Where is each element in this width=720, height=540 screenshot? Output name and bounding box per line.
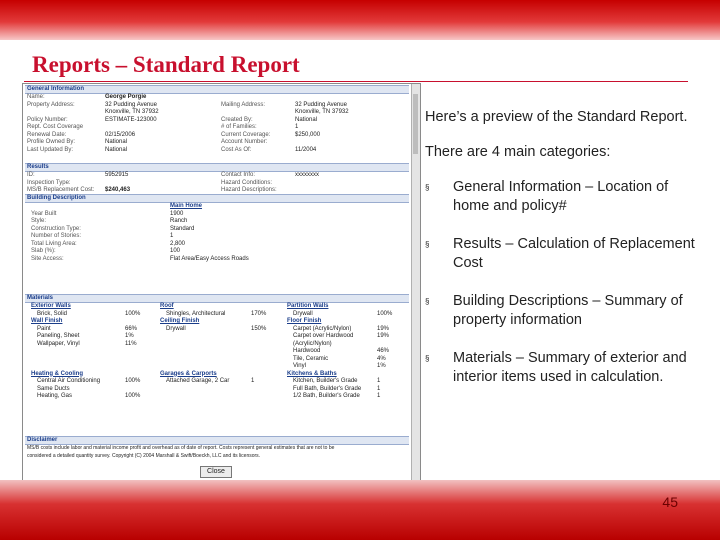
floor-finish-header: Floor Finish (287, 318, 322, 324)
hazard-conditions-label: Hazard Conditions: (221, 179, 273, 186)
name-label: Name: (27, 94, 45, 100)
close-button[interactable]: Close (200, 466, 232, 478)
inspection-type-label: Inspection Type: (27, 179, 71, 186)
material-item: Shingles, Architectural (166, 310, 226, 317)
property-address-line2: Knoxville, TN 37932 (105, 109, 159, 115)
bullet-icon: § (425, 240, 430, 249)
material-pct: 100% (377, 310, 393, 317)
building-row-label: Construction Type: (31, 225, 81, 232)
standard-report-window (22, 83, 421, 481)
material-pct: 19% (377, 325, 390, 332)
section-header-materials: Materials (25, 294, 409, 303)
name-value: George Porgie (105, 94, 147, 100)
material-item: Tile, Ceramic (293, 355, 329, 362)
section-header-building: Building Description (25, 194, 409, 203)
id-label: ID: (27, 172, 35, 178)
last-updated-by-label: Last Updated By: (27, 146, 74, 153)
material-item: Carpet over Hardwood (293, 333, 354, 339)
garages-carports-header: Garages & Carports (160, 370, 217, 377)
category-text: Materials – Summary of exterior and interior items used in calculation. (453, 350, 687, 385)
category-list (425, 178, 695, 387)
building-row-value: 1900 (170, 210, 184, 217)
material-pct: 4% (377, 355, 386, 362)
building-row-label: Number of Stories: (31, 233, 82, 239)
property-address-label: Property Address: (27, 101, 75, 108)
preview-text: Here’s a preview of the Standard Report. (425, 109, 688, 125)
ceiling-finish-header: Ceiling Finish (160, 318, 200, 324)
material-pct: 100% (125, 310, 141, 317)
id-value: 5952915 (105, 172, 129, 178)
material-pct: 170% (251, 310, 267, 317)
replacement-cost-value: $240,463 (105, 187, 131, 193)
material-pct: 1 (251, 378, 255, 384)
property-address-line1: 32 Pudding Avenue (105, 101, 157, 108)
profile-owned-by-label: Profile Owned By: (27, 139, 76, 145)
account-number-label: Account Number: (221, 139, 268, 145)
material-item: Carpet (Acrylic/Nylon) (293, 325, 352, 332)
material-pct: 1% (125, 333, 134, 339)
material-item: Heating, Gas (37, 393, 73, 399)
current-coverage-label: Current Coverage: (221, 131, 271, 138)
building-description-section (25, 194, 409, 263)
replacement-cost-label: MS/B Replacement Cost: (27, 187, 95, 193)
mailing-address-line1: 32 Pudding Avenue (295, 101, 347, 108)
material-pct: 150% (251, 325, 267, 332)
material-item: Central Air Conditioning (37, 378, 101, 384)
material-item: (Acrylic/Nylon) (293, 340, 332, 347)
material-item: Paint (37, 325, 51, 332)
slide-body (425, 108, 695, 406)
material-pct: 1 (377, 393, 381, 399)
material-pct: 1 (377, 385, 381, 392)
slide-title: Reports – Standard Report (32, 52, 300, 77)
profile-owned-by-value: National (105, 139, 128, 145)
kitchens-baths-header: Kitchens & Baths (287, 370, 337, 377)
title-divider (24, 81, 688, 82)
building-row-label: Site Access: (31, 255, 64, 262)
material-pct: 66% (125, 325, 138, 332)
mailing-address-line2: Knoxville, TN 37932 (295, 109, 349, 115)
category-bullet (425, 178, 695, 216)
material-pct: 46% (377, 348, 390, 354)
building-row-label: Total Living Area: (31, 240, 77, 247)
hazard-descriptions-label: Hazard Descriptions: (221, 187, 277, 193)
building-row-value: Standard (170, 225, 195, 232)
general-information-section (25, 85, 409, 154)
building-row-label: Slab (%): (31, 248, 56, 254)
exterior-walls-header: Exterior Walls (31, 303, 71, 309)
material-pct: 19% (377, 333, 390, 339)
material-item: Drywall (166, 325, 186, 332)
page-number: 45 (662, 494, 678, 510)
material-item: Attached Garage, 2 Car (166, 378, 230, 384)
material-item: Full Bath, Builder's Grade (293, 385, 362, 392)
renewal-date-label: Renewal Date: (27, 131, 67, 138)
created-by-label: Created By: (221, 116, 253, 123)
material-pct: 100% (125, 378, 141, 384)
disclaimer-line: MS/B costs include labor and material income profit and overhead as of date of report. Costs represent general estimates that are not to be (27, 445, 335, 451)
building-row-value: Ranch (170, 218, 188, 224)
partition-walls-header: Partition Walls (287, 303, 329, 309)
categories-intro: There are 4 main categories: (425, 144, 611, 160)
material-item: Brick, Solid (37, 310, 68, 317)
bottom-banner (0, 480, 720, 540)
material-item: Vinyl (293, 363, 306, 369)
building-row-label: Style: (31, 218, 47, 224)
category-text: Building Descriptions – Summary of property information (453, 293, 683, 328)
report-scrollbar[interactable] (411, 84, 420, 480)
section-header-disclaimer: Disclaimer (25, 436, 409, 445)
contact-info-value: xxxxxxxx (295, 172, 319, 178)
material-item: Same Ducts (37, 385, 70, 392)
material-item: Drywall (293, 310, 313, 317)
category-bullet (425, 349, 695, 387)
materials-section (25, 294, 409, 401)
top-banner (0, 0, 720, 40)
last-updated-by-value: National (105, 146, 128, 153)
policy-number-value: ESTIMATE-123000 (105, 116, 157, 123)
cost-as-of-label: Cost As Of: (221, 146, 252, 153)
wall-finish-header: Wall Finish (31, 318, 63, 324)
material-pct: 1 (377, 378, 381, 384)
heating-cooling-header: Heating & Cooling (31, 370, 83, 377)
material-item: 1/2 Bath, Builder's Grade (293, 393, 360, 399)
disclaimer-line: considered a detailed quantity survey. Copyright (C) 2004 Marshall & Swift/Boeckh, LLC and its licensors. (27, 452, 261, 459)
material-item: Hardwood (293, 348, 321, 354)
cost-as-of-value: 11/2004 (295, 146, 317, 153)
category-bullet (425, 235, 695, 273)
bullet-icon: § (425, 354, 430, 363)
building-row-label: Year Built (31, 210, 57, 217)
main-home-column-header: Main Home (170, 203, 203, 209)
material-pct: 100% (125, 393, 141, 399)
roof-header: Roof (160, 303, 174, 309)
contact-info-label: Contact Info: (221, 172, 256, 178)
category-text: Results – Calculation of Replacement Cost (453, 236, 695, 271)
building-row-value: Flat Area/Easy Access Roads (170, 255, 249, 262)
disclaimer-section (25, 436, 409, 460)
building-row-value: 100 (170, 248, 181, 254)
bullet-icon: § (425, 183, 430, 192)
material-item: Wallpaper, Vinyl (37, 340, 80, 347)
current-coverage-value: $250,000 (295, 131, 321, 138)
material-item: Kitchen, Builder's Grade (293, 378, 358, 384)
section-header-general: General Information (25, 85, 409, 94)
section-header-results: Results (25, 163, 409, 172)
mailing-address-label: Mailing Address: (221, 101, 266, 108)
material-pct: 11% (125, 340, 137, 347)
building-row-value: 1 (170, 233, 174, 239)
scrollbar-thumb[interactable] (413, 94, 418, 154)
families-value: 1 (295, 124, 299, 130)
policy-number-label: Policy Number: (27, 116, 68, 123)
material-item: Paneling, Sheet (37, 333, 80, 339)
bullet-icon: § (425, 297, 430, 306)
building-row-value: 2,800 (170, 240, 186, 247)
category-bullet (425, 292, 695, 330)
category-text: General Information – Location of home and policy# (453, 179, 669, 214)
replacement-cost-coverage-label: Rept. Cost Coverage (27, 124, 84, 130)
renewal-date-value: 02/15/2006 (105, 131, 136, 138)
created-by-value: National (295, 116, 318, 123)
results-section (25, 163, 409, 195)
material-pct: 1% (377, 363, 386, 369)
families-label: # of Families: (221, 124, 257, 130)
